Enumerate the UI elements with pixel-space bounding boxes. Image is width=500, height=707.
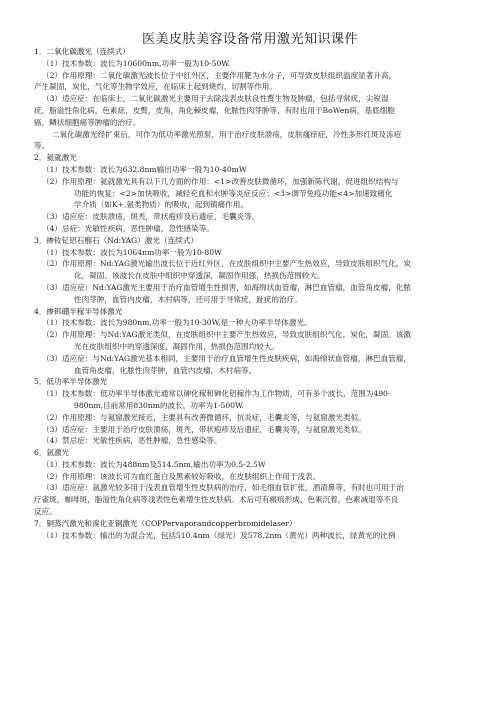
section-heading: 3．掺钕钇铝石榴石（Nd:YAG）激光（连续式） xyxy=(34,235,198,245)
text-line: 功能的恢复；<2>加快吸收，减轻充血和水肿等炎症反应；<3>调节免疫功能<4>加速致痛化 xyxy=(74,188,393,198)
text-line: （3）适应症：在临床上，二氧化碳激光主要用于去除浅表皮肤良性赘生物及肿瘤，包括寻常疣，尖锐湿 xyxy=(42,94,389,104)
text-line: 疣，脂溢性角化病，色素痣，皮赘，皮角，角化棘皮瘤，化脓性肉芽肿等，有时也用于BoWen病，基底细胞 xyxy=(34,105,395,115)
text-line: （3）适应症：主要用于治疗皮肤溃疡，斑秃，带状疱疹及后遗症，毛囊炎等，与氦窟激光类似。 xyxy=(42,424,366,434)
text-line: （1）技术参数：低功率半导体激光通常以砷化稼和砷化铝稼作为工作物质，可有多个波长，范围为490- xyxy=(42,389,391,399)
text-line: 性肉芽肿，血管内皮瘤，木村病等，还可用于寻常疣，趾疣的治疗。 xyxy=(74,294,302,304)
text-line: 学介质（如K+,氨类物质）的吸收，起到镇痛作用。 xyxy=(74,200,248,210)
section-heading: 5．低功率半导体激光 xyxy=(34,377,108,387)
section-heading: 6．氩激光 xyxy=(34,448,70,458)
text-line: （3）适应症：氩激光较多用于浅表血管增生性皮肤病的治疗，如毛细血管扩张，酒渣鼻等，有时也可用于治 xyxy=(42,483,404,493)
text-line: （4）忌症：光敏性疾病，恶性肿瘤，急性感染等。 xyxy=(42,223,214,233)
text-line: （2）作用原理：二氧化碳激光波长位于中红外区，主要作用靶为水分子，可导致皮肤组织温度显著升高， xyxy=(42,70,397,80)
text-line: 癌，鳞状细胞癌等肿瘤的治疗。 xyxy=(34,117,141,127)
text-line: （1）技术参数：输出的为混合光，包括510.4nm（绿光）及578,2nm（黄光）两种波长，绿黄光的比例 xyxy=(42,530,396,540)
text-line: （1）技术参数：波长为632.8nm输出功率一般为10-40mW xyxy=(42,164,247,174)
text-line: （3）适应症：与Nd:YAG激光基本相同，主要用于治疗血管增生性皮肤疾病，如海绵状血管瘤，淋巴血管瘤， xyxy=(42,353,411,363)
document-body xyxy=(34,46,474,541)
text-line: 980nm,目前常用830nm的波长，功率为1-500W. xyxy=(74,400,244,410)
section-heading: 7．铜蒸汽激光和溴化亚铜激光（COPPervaporandcopperbromidelaser） xyxy=(34,518,297,528)
text-line: 产生凝固，炭化，气化等生物学效应，在临床上起到烧灼，切割等作用。 xyxy=(34,82,277,92)
text-line: 等。 xyxy=(34,141,50,151)
text-line: （4）禁忌症：光敏性疾病，恶性肿瘤，急性感染等。 xyxy=(42,436,222,446)
text-line: （2）作用原理：与Nd:YAG激光类似，在皮肤组织中主要产生热效应，导致皮肤组织气化，炭化，凝固。该激 xyxy=(42,330,411,340)
text-line: （3）适应症：皮肤溃疡，斑秃，带状疱疹及后遗症，毛囊炎等。 xyxy=(42,212,260,222)
text-line: 化，凝固。该波长在皮肤中组织中穿透深，凝固作用强，热损伤范围较大。 xyxy=(74,271,325,281)
text-line: （2）作用原理：Nd:YAG激光输出波长位于近红外区，在皮肤组织中主要产生热效应，导致皮肤组织气化，炭 xyxy=(42,259,411,269)
text-line: （1）技术参数：波长为980nm,功率一般为10-30W,是一种大功率半导体激光。 xyxy=(42,318,312,328)
text-line: （2）作用原理：氦就激光具有以下几方面的作用：<1>改善皮肤微循环，加强新陈代谢，促进组织结构与 xyxy=(42,176,399,186)
text-line: （1）技术参数：波长为10600nm,功率一般为10-50W. xyxy=(42,58,231,68)
section-heading: 4．掺铒硼半稼半导体激光 xyxy=(34,306,123,316)
text-line: （3）适应症：Nd:YAG激光主要用于治疗血管增生性损害，如海绵状血管瘤，淋巴血管瘤，血管角皮瘤，化脓 xyxy=(42,282,411,292)
text-line: 光在皮肤组织中的穿透深度，凝固作用，热损伤范围均较大。 xyxy=(74,341,280,351)
section-heading: 1．二氧化碳激光（连续式） xyxy=(34,47,130,56)
text-line: 疗雀斑，咖啡斑，脂溢性角化病等浅表性色素增生性皮肤病。术后可有瘢痕形成，色素沉着，色素减退等不良 xyxy=(34,495,399,505)
section-heading: 2．氦就激光 xyxy=(34,153,77,163)
text-line: 血管角皮瘤，化脓性肉芽肿，血管内皮瘤，木村病等。 xyxy=(74,365,257,375)
text-line: （2）作用原理：该波长可为血红蛋白及黑素较好吸收，在皮肤组织上作用于浅表。 xyxy=(42,471,321,481)
text-line: （2）作用原理：与氦窟激光接近，主要具有改善微循环，抗炎症，毛囊炎等，与氦窟激光类似。 xyxy=(42,412,366,422)
text-line: 二氧化碳激光经扩束后，可作为低功率激光照射，用于治疗皮肤溃疡，皮肤瘙痒症，冷性多形红斑及冻疮 xyxy=(52,129,402,139)
text-line: （1）技术参数：波长为1064nm功率一般为10-80W xyxy=(42,247,222,257)
page-title: 医美皮肤美容设备常用激光知识课件 xyxy=(141,32,358,47)
text-line: （1）技术参数：波长为488nm及514.5nm,输出功率为0.5-2.5W xyxy=(42,459,266,469)
text-line: 反应。 xyxy=(34,507,57,517)
